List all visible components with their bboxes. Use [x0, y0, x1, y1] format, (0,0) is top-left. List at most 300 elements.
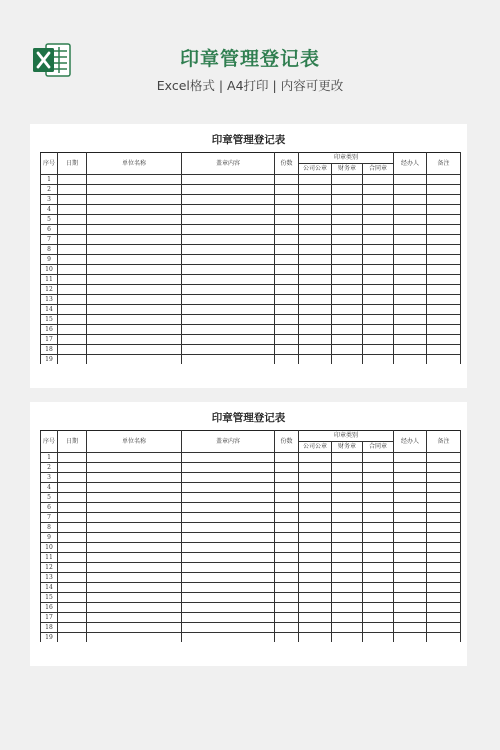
table-cell[interactable] [275, 603, 299, 613]
table-cell[interactable] [182, 453, 275, 463]
table-cell[interactable] [299, 225, 332, 235]
table-cell[interactable] [427, 215, 461, 225]
table-cell[interactable] [182, 325, 275, 335]
table-cell[interactable] [363, 623, 394, 633]
table-cell[interactable] [275, 275, 299, 285]
table-cell[interactable] [182, 235, 275, 245]
table-cell[interactable] [299, 355, 332, 365]
table-cell[interactable] [87, 205, 182, 215]
table-cell[interactable] [58, 633, 87, 643]
table-cell[interactable] [299, 275, 332, 285]
table-cell[interactable] [299, 543, 332, 553]
table-cell[interactable] [363, 473, 394, 483]
table-cell[interactable] [275, 195, 299, 205]
table-cell[interactable] [427, 463, 461, 473]
table-cell[interactable] [427, 195, 461, 205]
table-cell[interactable] [427, 613, 461, 623]
table-cell[interactable] [427, 265, 461, 275]
table-cell[interactable] [58, 215, 87, 225]
table-cell[interactable] [332, 543, 363, 553]
table-cell[interactable] [182, 503, 275, 513]
table-cell[interactable] [182, 633, 275, 643]
table-cell[interactable] [394, 305, 427, 315]
table-cell[interactable] [427, 175, 461, 185]
table-cell[interactable] [363, 503, 394, 513]
table-cell[interactable] [182, 315, 275, 325]
table-cell[interactable] [87, 523, 182, 533]
table-cell[interactable] [182, 573, 275, 583]
table-cell[interactable] [299, 513, 332, 523]
table-cell[interactable] [58, 265, 87, 275]
table-cell[interactable] [58, 573, 87, 583]
table-cell[interactable] [58, 563, 87, 573]
table-cell[interactable] [87, 513, 182, 523]
table-cell[interactable] [394, 523, 427, 533]
table-cell[interactable] [394, 215, 427, 225]
table-cell[interactable] [332, 483, 363, 493]
table-cell[interactable] [332, 305, 363, 315]
table-cell[interactable] [182, 543, 275, 553]
table-cell[interactable] [87, 255, 182, 265]
table-cell[interactable] [363, 185, 394, 195]
table-cell[interactable] [182, 195, 275, 205]
table-cell[interactable] [182, 265, 275, 275]
table-cell[interactable] [427, 315, 461, 325]
table-cell[interactable] [427, 603, 461, 613]
table-cell[interactable] [182, 603, 275, 613]
table-cell[interactable] [299, 345, 332, 355]
table-cell[interactable] [363, 225, 394, 235]
table-cell[interactable] [332, 255, 363, 265]
table-cell[interactable] [87, 325, 182, 335]
table-cell[interactable] [58, 473, 87, 483]
table-cell[interactable] [182, 345, 275, 355]
table-cell[interactable] [394, 453, 427, 463]
table-cell[interactable] [332, 265, 363, 275]
table-cell[interactable] [87, 195, 182, 205]
table-cell[interactable] [87, 463, 182, 473]
table-cell[interactable] [87, 275, 182, 285]
table-cell[interactable] [87, 355, 182, 365]
table-cell[interactable] [275, 325, 299, 335]
table-cell[interactable] [58, 185, 87, 195]
table-cell[interactable] [363, 483, 394, 493]
table-cell[interactable] [275, 503, 299, 513]
table-cell[interactable] [275, 305, 299, 315]
table-cell[interactable] [427, 245, 461, 255]
table-cell[interactable] [394, 345, 427, 355]
table-cell[interactable] [299, 265, 332, 275]
table-cell[interactable] [394, 255, 427, 265]
table-cell[interactable] [182, 335, 275, 345]
table-cell[interactable] [394, 195, 427, 205]
table-cell[interactable] [58, 225, 87, 235]
table-cell[interactable] [275, 493, 299, 503]
table-cell[interactable] [87, 345, 182, 355]
table-cell[interactable] [363, 285, 394, 295]
table-cell[interactable] [275, 215, 299, 225]
table-cell[interactable] [58, 593, 87, 603]
table-cell[interactable] [58, 583, 87, 593]
table-cell[interactable] [332, 315, 363, 325]
table-cell[interactable] [87, 613, 182, 623]
table-cell[interactable] [332, 603, 363, 613]
table-cell[interactable] [275, 593, 299, 603]
table-cell[interactable] [394, 493, 427, 503]
table-cell[interactable] [299, 573, 332, 583]
table-cell[interactable] [427, 305, 461, 315]
table-cell[interactable] [182, 355, 275, 365]
table-cell[interactable] [332, 285, 363, 295]
table-cell[interactable] [332, 275, 363, 285]
table-cell[interactable] [87, 543, 182, 553]
table-cell[interactable] [299, 255, 332, 265]
table-cell[interactable] [332, 235, 363, 245]
table-cell[interactable] [363, 493, 394, 503]
table-cell[interactable] [275, 583, 299, 593]
table-cell[interactable] [87, 623, 182, 633]
table-cell[interactable] [275, 453, 299, 463]
table-cell[interactable] [182, 245, 275, 255]
table-cell[interactable] [332, 463, 363, 473]
table-cell[interactable] [275, 533, 299, 543]
table-cell[interactable] [182, 295, 275, 305]
table-cell[interactable] [58, 305, 87, 315]
table-cell[interactable] [394, 553, 427, 563]
table-cell[interactable] [427, 255, 461, 265]
table-cell[interactable] [299, 613, 332, 623]
table-cell[interactable] [394, 235, 427, 245]
table-cell[interactable] [363, 255, 394, 265]
table-cell[interactable] [394, 563, 427, 573]
table-cell[interactable] [332, 493, 363, 503]
table-cell[interactable] [275, 563, 299, 573]
table-cell[interactable] [299, 473, 332, 483]
table-cell[interactable] [299, 493, 332, 503]
table-cell[interactable] [275, 335, 299, 345]
table-cell[interactable] [58, 623, 87, 633]
table-cell[interactable] [275, 523, 299, 533]
table-cell[interactable] [427, 325, 461, 335]
table-cell[interactable] [299, 235, 332, 245]
table-cell[interactable] [394, 295, 427, 305]
table-cell[interactable] [299, 553, 332, 563]
table-cell[interactable] [394, 613, 427, 623]
table-cell[interactable] [394, 573, 427, 583]
table-cell[interactable] [332, 553, 363, 563]
table-cell[interactable] [182, 493, 275, 503]
table-cell[interactable] [363, 295, 394, 305]
table-cell[interactable] [332, 355, 363, 365]
table-cell[interactable] [182, 175, 275, 185]
table-cell[interactable] [299, 483, 332, 493]
table-cell[interactable] [332, 633, 363, 643]
table-cell[interactable] [58, 345, 87, 355]
table-cell[interactable] [427, 553, 461, 563]
table-cell[interactable] [275, 185, 299, 195]
table-cell[interactable] [58, 533, 87, 543]
table-cell[interactable] [427, 563, 461, 573]
table-cell[interactable] [394, 315, 427, 325]
table-cell[interactable] [394, 593, 427, 603]
table-cell[interactable] [299, 205, 332, 215]
table-cell[interactable] [427, 225, 461, 235]
table-cell[interactable] [58, 483, 87, 493]
table-cell[interactable] [332, 533, 363, 543]
table-cell[interactable] [394, 185, 427, 195]
table-cell[interactable] [182, 513, 275, 523]
table-cell[interactable] [87, 573, 182, 583]
table-cell[interactable] [394, 623, 427, 633]
table-cell[interactable] [332, 593, 363, 603]
table-cell[interactable] [182, 285, 275, 295]
table-cell[interactable] [275, 235, 299, 245]
table-cell[interactable] [275, 573, 299, 583]
table-cell[interactable] [299, 463, 332, 473]
table-cell[interactable] [299, 633, 332, 643]
table-cell[interactable] [182, 185, 275, 195]
table-cell[interactable] [363, 345, 394, 355]
table-cell[interactable] [182, 305, 275, 315]
table-cell[interactable] [299, 335, 332, 345]
table-cell[interactable] [58, 245, 87, 255]
table-cell[interactable] [363, 553, 394, 563]
table-cell[interactable] [427, 345, 461, 355]
table-cell[interactable] [275, 355, 299, 365]
table-cell[interactable] [332, 523, 363, 533]
table-cell[interactable] [275, 175, 299, 185]
table-cell[interactable] [58, 613, 87, 623]
table-cell[interactable] [58, 453, 87, 463]
table-cell[interactable] [275, 265, 299, 275]
table-cell[interactable] [87, 235, 182, 245]
table-cell[interactable] [332, 225, 363, 235]
table-cell[interactable] [394, 355, 427, 365]
table-cell[interactable] [363, 335, 394, 345]
table-cell[interactable] [87, 245, 182, 255]
table-cell[interactable] [299, 315, 332, 325]
table-cell[interactable] [427, 593, 461, 603]
table-cell[interactable] [332, 573, 363, 583]
table-cell[interactable] [87, 265, 182, 275]
table-cell[interactable] [427, 335, 461, 345]
table-cell[interactable] [427, 285, 461, 295]
table-cell[interactable] [363, 265, 394, 275]
table-cell[interactable] [87, 175, 182, 185]
table-cell[interactable] [58, 295, 87, 305]
table-cell[interactable] [58, 175, 87, 185]
table-cell[interactable] [332, 335, 363, 345]
table-cell[interactable] [275, 463, 299, 473]
table-cell[interactable] [87, 603, 182, 613]
table-cell[interactable] [363, 205, 394, 215]
table-cell[interactable] [58, 503, 87, 513]
table-cell[interactable] [182, 623, 275, 633]
table-cell[interactable] [363, 573, 394, 583]
table-cell[interactable] [394, 513, 427, 523]
table-cell[interactable] [394, 275, 427, 285]
table-cell[interactable] [332, 623, 363, 633]
table-cell[interactable] [363, 513, 394, 523]
table-cell[interactable] [58, 523, 87, 533]
table-cell[interactable] [58, 205, 87, 215]
table-cell[interactable] [182, 523, 275, 533]
table-cell[interactable] [332, 503, 363, 513]
table-cell[interactable] [299, 453, 332, 463]
table-cell[interactable] [427, 513, 461, 523]
table-cell[interactable] [363, 593, 394, 603]
table-cell[interactable] [427, 205, 461, 215]
table-cell[interactable] [427, 523, 461, 533]
table-cell[interactable] [394, 335, 427, 345]
table-cell[interactable] [394, 633, 427, 643]
table-cell[interactable] [427, 295, 461, 305]
table-cell[interactable] [427, 503, 461, 513]
table-cell[interactable] [394, 473, 427, 483]
table-cell[interactable] [363, 613, 394, 623]
table-cell[interactable] [299, 623, 332, 633]
table-cell[interactable] [299, 603, 332, 613]
table-cell[interactable] [275, 255, 299, 265]
table-cell[interactable] [275, 473, 299, 483]
table-cell[interactable] [332, 613, 363, 623]
table-cell[interactable] [394, 603, 427, 613]
table-cell[interactable] [427, 453, 461, 463]
table-cell[interactable] [332, 345, 363, 355]
table-cell[interactable] [87, 453, 182, 463]
table-cell[interactable] [87, 315, 182, 325]
table-cell[interactable] [363, 235, 394, 245]
table-cell[interactable] [275, 553, 299, 563]
table-cell[interactable] [87, 473, 182, 483]
table-cell[interactable] [87, 305, 182, 315]
table-cell[interactable] [58, 325, 87, 335]
table-cell[interactable] [363, 583, 394, 593]
table-cell[interactable] [363, 463, 394, 473]
table-cell[interactable] [394, 543, 427, 553]
table-cell[interactable] [275, 345, 299, 355]
table-cell[interactable] [394, 175, 427, 185]
table-cell[interactable] [58, 543, 87, 553]
table-cell[interactable] [58, 463, 87, 473]
table-cell[interactable] [182, 215, 275, 225]
table-cell[interactable] [299, 305, 332, 315]
table-cell[interactable] [332, 453, 363, 463]
table-cell[interactable] [182, 255, 275, 265]
table-cell[interactable] [87, 225, 182, 235]
table-cell[interactable] [427, 473, 461, 483]
table-cell[interactable] [332, 215, 363, 225]
table-cell[interactable] [427, 533, 461, 543]
table-cell[interactable] [363, 355, 394, 365]
table-cell[interactable] [299, 563, 332, 573]
table-cell[interactable] [427, 543, 461, 553]
table-cell[interactable] [394, 463, 427, 473]
table-cell[interactable] [299, 533, 332, 543]
table-cell[interactable] [299, 185, 332, 195]
table-cell[interactable] [87, 583, 182, 593]
table-cell[interactable] [363, 195, 394, 205]
table-cell[interactable] [332, 245, 363, 255]
table-cell[interactable] [427, 235, 461, 245]
table-cell[interactable] [275, 513, 299, 523]
table-cell[interactable] [275, 483, 299, 493]
table-cell[interactable] [58, 335, 87, 345]
table-cell[interactable] [87, 483, 182, 493]
table-cell[interactable] [87, 215, 182, 225]
table-cell[interactable] [58, 553, 87, 563]
table-cell[interactable] [363, 245, 394, 255]
table-cell[interactable] [394, 483, 427, 493]
table-cell[interactable] [363, 275, 394, 285]
table-cell[interactable] [299, 593, 332, 603]
table-cell[interactable] [363, 543, 394, 553]
table-cell[interactable] [332, 175, 363, 185]
table-cell[interactable] [394, 533, 427, 543]
table-cell[interactable] [332, 563, 363, 573]
table-cell[interactable] [87, 533, 182, 543]
table-cell[interactable] [87, 563, 182, 573]
table-cell[interactable] [299, 285, 332, 295]
table-cell[interactable] [87, 493, 182, 503]
table-cell[interactable] [87, 185, 182, 195]
table-cell[interactable] [427, 493, 461, 503]
table-cell[interactable] [299, 245, 332, 255]
table-cell[interactable] [275, 225, 299, 235]
table-cell[interactable] [58, 355, 87, 365]
table-cell[interactable] [87, 295, 182, 305]
table-cell[interactable] [275, 633, 299, 643]
table-cell[interactable] [182, 563, 275, 573]
table-cell[interactable] [427, 583, 461, 593]
table-cell[interactable] [363, 175, 394, 185]
table-cell[interactable] [275, 315, 299, 325]
table-cell[interactable] [427, 483, 461, 493]
table-cell[interactable] [427, 355, 461, 365]
table-cell[interactable] [58, 315, 87, 325]
table-cell[interactable] [394, 583, 427, 593]
table-cell[interactable] [275, 543, 299, 553]
table-cell[interactable] [332, 513, 363, 523]
table-cell[interactable] [87, 633, 182, 643]
table-cell[interactable] [427, 275, 461, 285]
table-cell[interactable] [275, 205, 299, 215]
table-cell[interactable] [58, 513, 87, 523]
table-cell[interactable] [58, 285, 87, 295]
table-cell[interactable] [332, 583, 363, 593]
table-cell[interactable] [275, 623, 299, 633]
table-cell[interactable] [394, 205, 427, 215]
table-cell[interactable] [275, 245, 299, 255]
table-cell[interactable] [58, 195, 87, 205]
table-cell[interactable] [275, 285, 299, 295]
table-cell[interactable] [182, 205, 275, 215]
table-cell[interactable] [363, 453, 394, 463]
table-cell[interactable] [363, 603, 394, 613]
table-cell[interactable] [363, 215, 394, 225]
table-cell[interactable] [363, 633, 394, 643]
table-cell[interactable] [182, 593, 275, 603]
table-cell[interactable] [58, 255, 87, 265]
table-cell[interactable] [299, 195, 332, 205]
table-cell[interactable] [427, 185, 461, 195]
table-cell[interactable] [394, 265, 427, 275]
table-cell[interactable] [299, 503, 332, 513]
table-cell[interactable] [87, 503, 182, 513]
table-cell[interactable] [58, 235, 87, 245]
table-cell[interactable] [394, 225, 427, 235]
table-cell[interactable] [182, 275, 275, 285]
